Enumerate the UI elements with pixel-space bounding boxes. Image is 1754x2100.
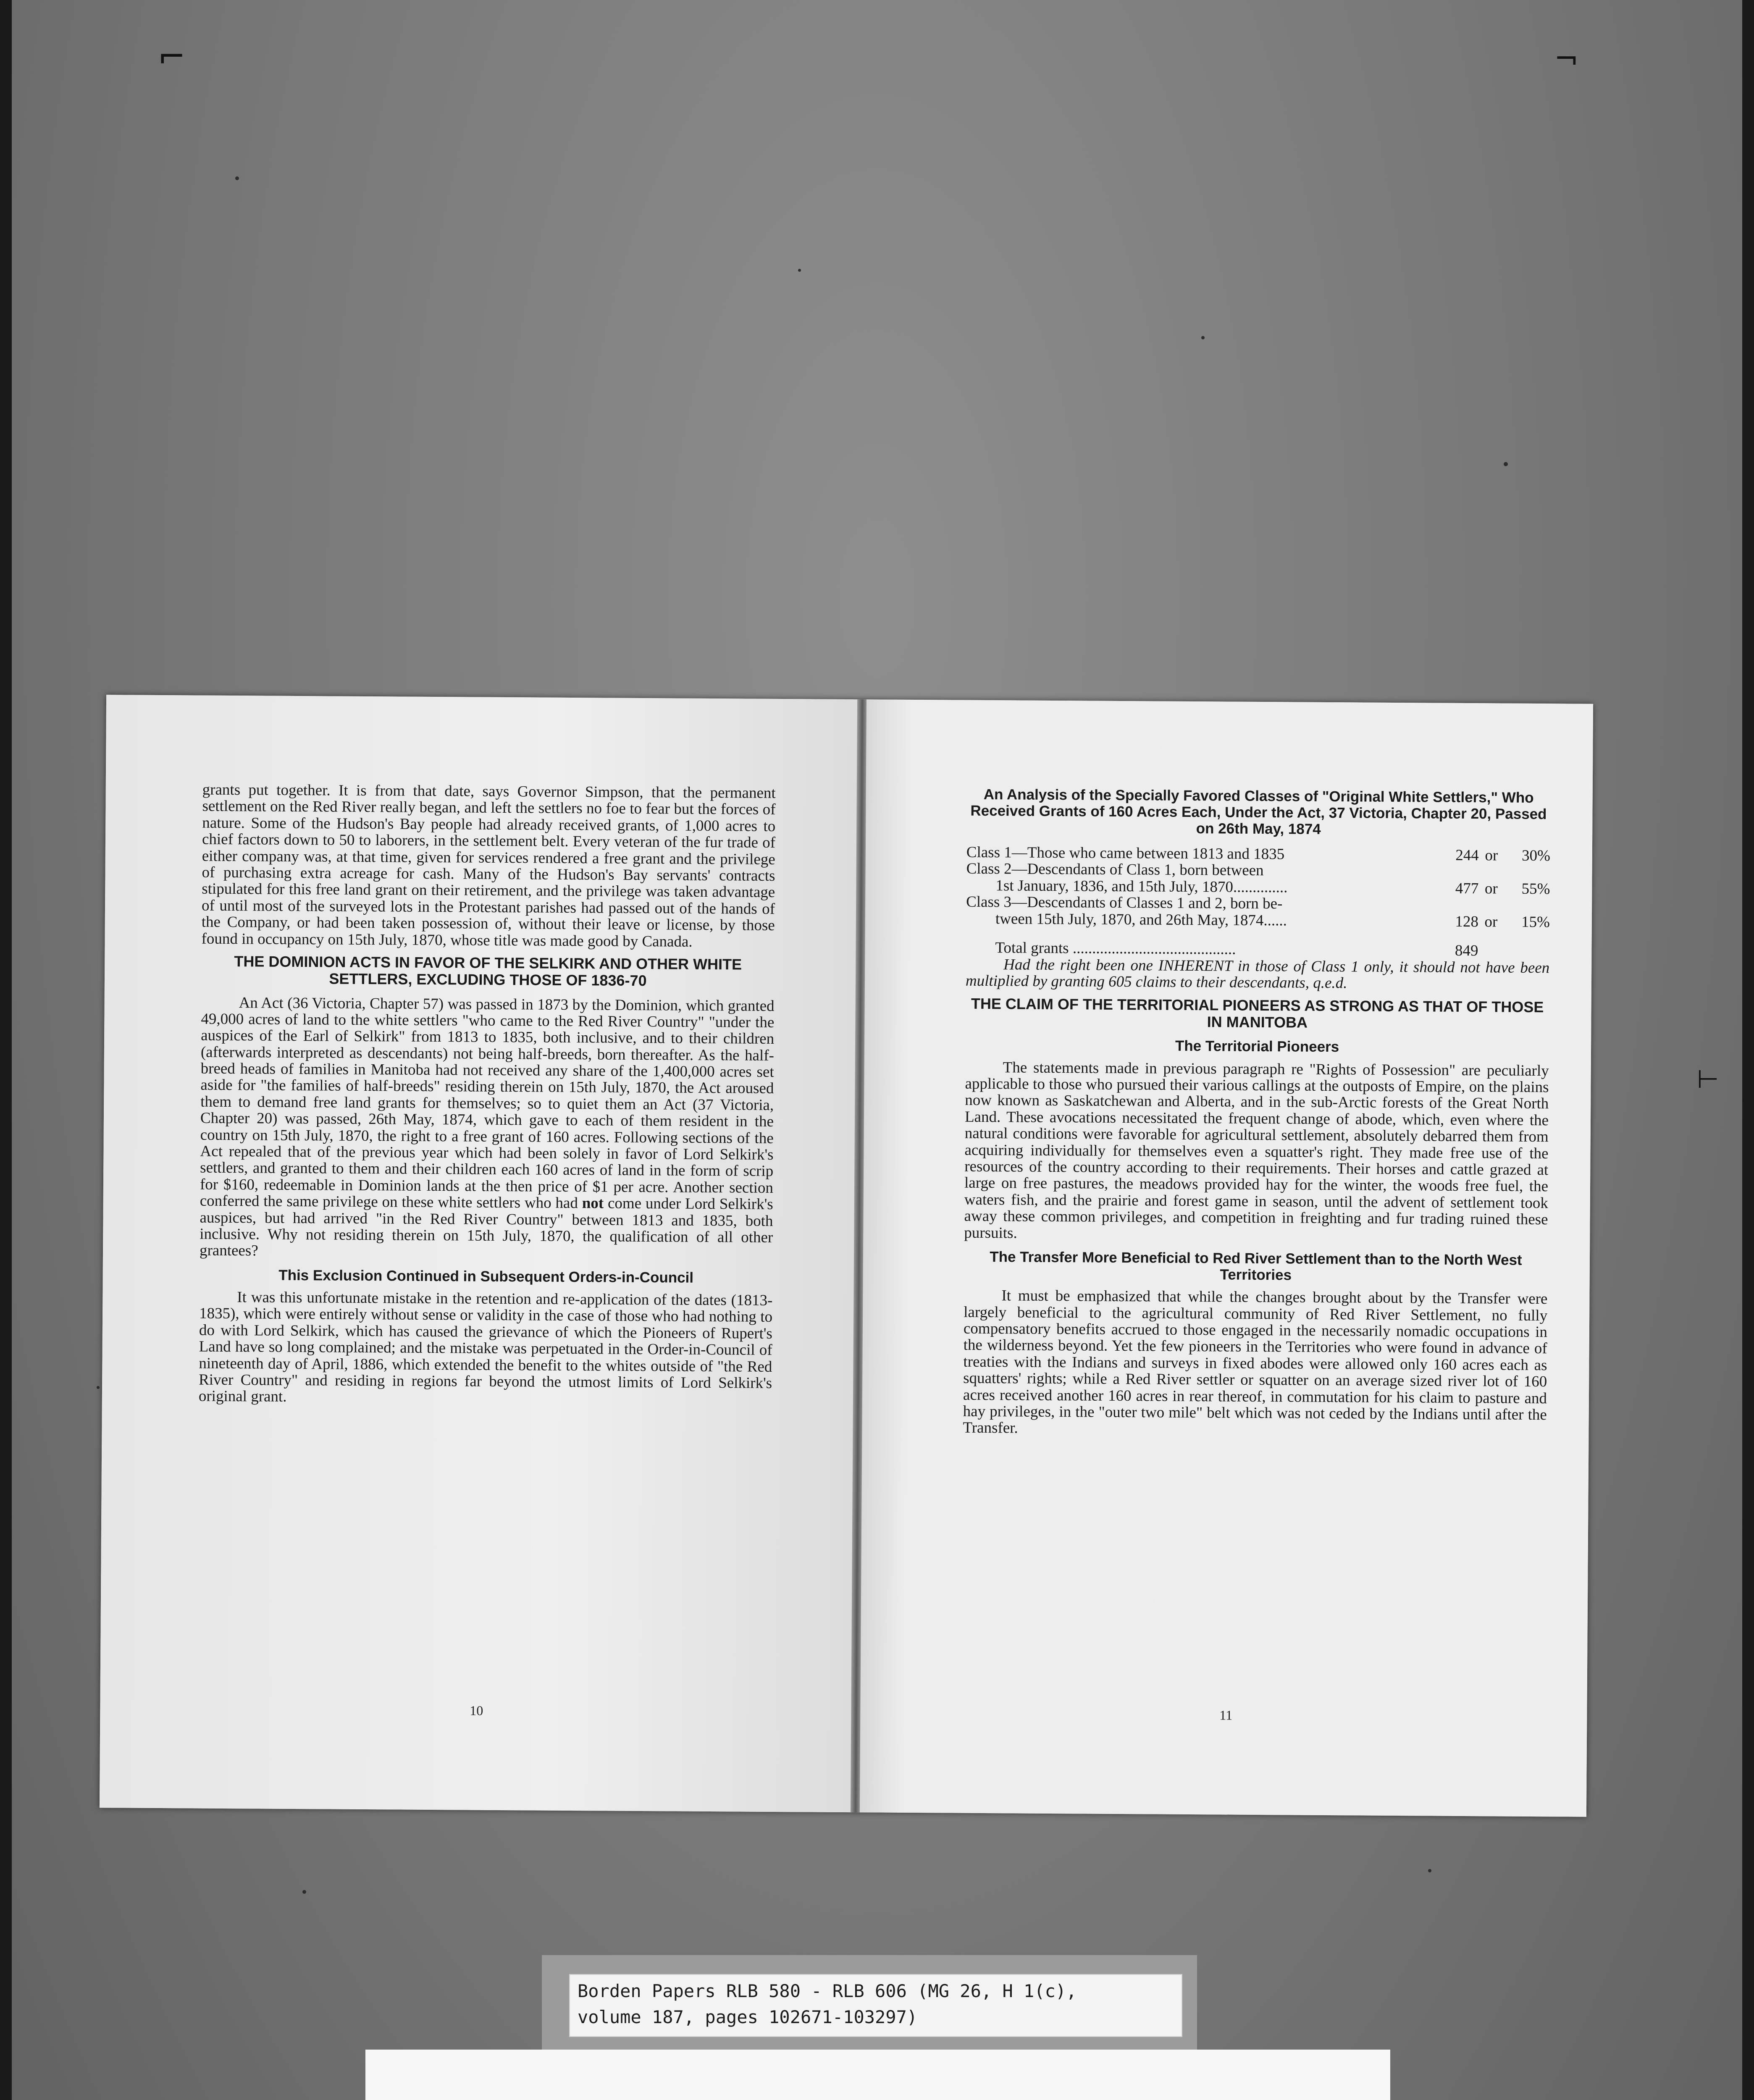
row-label: Class 1—Those who came between 1813 and 1835 — [966, 843, 1285, 863]
heading-exclusion: This Exclusion Continued in Subsequent Orders-in-Council — [278, 1267, 694, 1286]
film-speck — [302, 1890, 306, 1894]
heading-transfer: The Transfer More Beneficial to Red River Settlement than to the North West Territories — [990, 1249, 1522, 1284]
heading-analysis: An Analysis of the Specially Favored Classes of "Original White Settlers," Who Received Grants of 160 Acres Each, Under the Act, 37 Victoria, Chapter 20, Passed on 26th May, 1874 — [970, 786, 1547, 838]
row-percent: 55% — [1521, 880, 1550, 898]
reference-label — [569, 1974, 1182, 2037]
film-edge-left — [0, 0, 12, 2100]
row-percent: 30% — [1521, 847, 1550, 864]
margin-mark-right: ⊢ — [1697, 1065, 1719, 1094]
row-label: Class 2—Descendants of Class 1, born between — [966, 860, 1264, 879]
film-edge-right — [1742, 0, 1754, 2100]
dominion-text-b: come under Lord Selkirk's auspices, but had arrived "in the Red River Country" between 1813 and 1835, both inclusive. Why not residing therein on 15th July, 1870, the qualification of all other grantees? — [199, 1194, 773, 1260]
page-number-left: 10 — [470, 1703, 483, 1718]
italic-note: Had the right been one INHERENT in those of Class 1 only, it should not have been multiplied by granting 605 claims to their descendants, q.e.d. — [965, 956, 1550, 992]
territorial-paragraph: The statements made in previous paragraph re "Rights of Possession" are peculiarly applicable to those who pursued their various callings at the outposts of Empire, on the plains now known as Saskatchewan and Alberta, and in the sub-Arctic forests of the Great North Land. These avocations necessitated the frequent change of abode, which, even where the natural conditions were favorable for agricultural settlement, absolutely debarred them from acquiring individually for themselves even a squatter's right. They made free use of the resources of the country according to their requirements. Their horses and cattle grazed at large on free pastures, the meadows provided hay for the winter, the woods free fuel, the waters fish, and the prairie and forest game in season, until the advent of settlement took away these common privileges, and competition in freighting and fur trading ruined these pursuits. — [964, 1058, 1549, 1242]
row-or: or — [1485, 846, 1498, 864]
heading-territorial-pioneers: The Territorial Pioneers — [1175, 1038, 1339, 1055]
row-or: or — [1484, 913, 1498, 931]
grants-table — [966, 844, 1550, 960]
row-or — [1478, 897, 1504, 914]
heading-claim: THE CLAIM OF THE TERRITORIAL PIONEERS AS STRONG AS THAT OF THOSE IN MANITOBA — [971, 995, 1544, 1031]
row-count: 244 — [1455, 846, 1479, 864]
archives-card — [365, 2050, 1390, 2100]
dominion-acts-paragraph — [200, 994, 775, 1263]
page-number-right: 11 — [1219, 1707, 1233, 1723]
row-count — [1432, 897, 1478, 914]
row-percent — [1504, 864, 1550, 881]
total-label: Total grants .......................................... — [995, 939, 1236, 958]
empty-cell — [1478, 930, 1503, 960]
film-speck — [1428, 1869, 1431, 1872]
open-booklet — [100, 695, 1593, 1817]
left-page — [100, 695, 858, 1812]
row-count: 477 — [1455, 879, 1479, 897]
row-count: 128 — [1455, 913, 1479, 931]
row-or — [1478, 864, 1504, 880]
right-page-text — [963, 786, 1550, 1440]
film-speck — [97, 1386, 100, 1389]
film-speck — [235, 176, 239, 180]
reference-line-2: volume 187, pages 102671-103297) — [578, 2007, 918, 2027]
table-row — [966, 911, 1550, 931]
exclusion-paragraph: It was this unfortunate mistake in the retention and re-application of the dates (1813-1835), which were entirely without sense or validity in the case of those who had nothing to do with Lord Selkirk, which has caused the grievance of which the Pioneers of Rupert's Land have so long complained; and the mistake was perpetuated in the Order-in-Council of nineteenth day of April, 1886, which extended the benefit to the whites outside of "the Red River Country" and residing in regions far beyond the utmost limits of Lord Selkirk's original grant. — [198, 1289, 773, 1406]
table-total-row — [966, 927, 1549, 960]
dominion-text-a: An Act (36 Victoria, Chapter 57) was passed in 1873 by the Dominion, which granted 49,000 acres of land to the white settlers "who came to the Red River Country" "under the auspices of the Earl of Selkirk" from 1813 to 1835, both inclusive, and to their children (afterwards interpreted as descendants) not being half-breeds, born thereafter. As the half-breed heads of families in Manitoba had not received any share of the 1,400,000 acres set aside for "the families of half-breeds" residing therein on 15th July, 1870, the Act aroused them to demand free land grants for themselves; so to quiet them an Act (37 Victoria, Chapter 20) was passed, 26th May, 1874, which gave to each of them resident in the country on 15th July, 1870, the right to a free grant of 160 acres. Following sections of the Act repealed that of the previous year which had been solely in favor of Lord Selkirk's settlers, and granted to them and their children each 160 acres of land in the form of scrip for $160, redeemable in Dominion lands at the then price of $1 per acre. Another section conferred the same privilege on these white settlers who had — [200, 994, 775, 1212]
intro-paragraph: grants put together. It is from that date, says Governor Simpson, that the permanent settlement on the Red River really began, and left the settlers no foe to fear but the forces of nature. Some of the Hudson's Bay people had already received grants, of 1,000 acres to chief factors down to 50 to laborers, in the settlement belt. Every veteran of the fur trade of either company was, at that time, given for services rendered a free grant and the privilege of purchasing extra acreage for cash. Many of the Hudson's Bay servants' contracts stipulated for this free land grant on their retirement, and the privilege was taken advantage of until most of the surveyed lots in the Protestant parishes had passed out of the hands of the Company, or had been taken possession of, without their leave or license, by those found in occupancy on 15th July, 1870, whose title was made good by Canada. — [201, 781, 776, 950]
row-percent: 15% — [1521, 913, 1550, 931]
total-value: 849 — [1455, 942, 1478, 960]
film-speck — [798, 269, 801, 272]
row-percent — [1504, 897, 1550, 914]
reference-line-1: Borden Papers RLB 580 - RLB 606 (MG 26, H 1(c), — [578, 1981, 1077, 2001]
row-count — [1432, 864, 1478, 880]
empty-cell — [1503, 930, 1549, 960]
row-label: tween 15th July, 1870, and 26th May, 1874...... — [995, 910, 1287, 929]
row-label: Class 3—Descendants of Classes 1 and 2, born be- — [966, 893, 1283, 913]
transfer-paragraph: It must be emphasized that while the changes brought about by the Transfer were largely beneficial to the agricultural community of Red River Settlement, no fully compensatory benefits accrued to those engaged in the necessarily nomadic occupations in the wilderness beyond. Yet the few pioneers in the Territories who were found in advance of treaties with the Indians and surveys in fixed abodes were allowed only 160 acres each as squatters' rights; while a Red River settler or squatter on an average sized river lot of 160 acres received another 160 acres in rear thereof, in commutation for his claim to pasture and hay privileges, in the "outer two mile" belt which was not ceded by the Indians until after the Transfer. — [963, 1287, 1548, 1437]
row-or: or — [1484, 879, 1498, 898]
row-label: 1st January, 1836, and 15th July, 1870.............. — [995, 877, 1288, 896]
heading-dominion-acts: THE DOMINION ACTS IN FAVOR OF THE SELKIRK AND OTHER WHITE SETTLERS, EXCLUDING THOSE OF 1836-70 — [234, 952, 742, 990]
corner-mark-top-right: ¬ — [1554, 42, 1579, 76]
film-speck — [1201, 336, 1205, 339]
emphasis-not: not — [582, 1194, 604, 1212]
left-page-text — [199, 782, 776, 1408]
film-speck — [1504, 462, 1508, 466]
corner-mark-top-left: ⌐ — [158, 37, 186, 76]
